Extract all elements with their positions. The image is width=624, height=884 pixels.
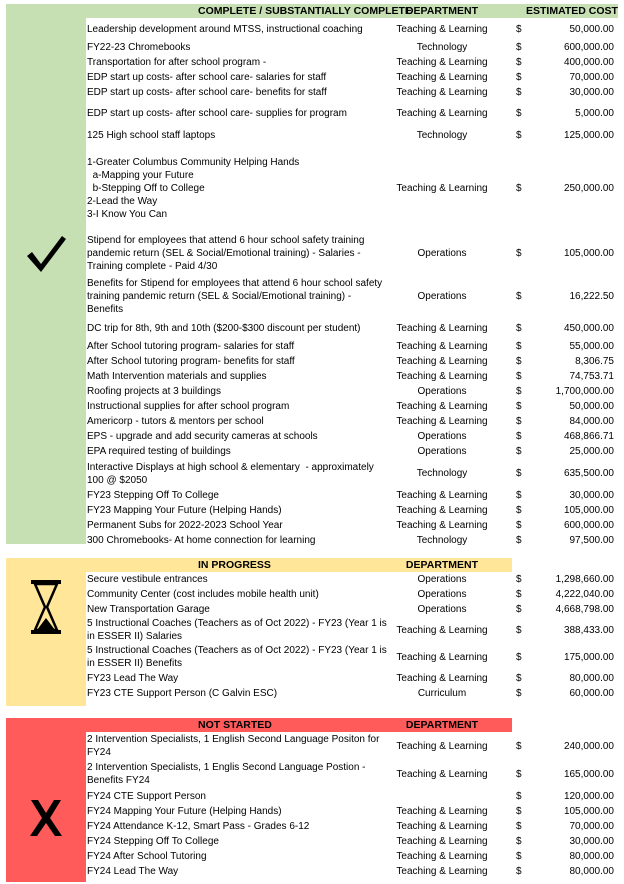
table-row bbox=[86, 602, 618, 617]
item-amount: 105,000.00 bbox=[563, 806, 614, 817]
item-description: FY23 Stepping Off To College bbox=[87, 490, 219, 501]
item-description: 5 Instructional Coaches (Teachers as of Oct 2022) - FY23 (Year 1 is in ESSER II) Salaries bbox=[87, 618, 390, 642]
item-amount: 50,000.00 bbox=[569, 23, 614, 35]
item-department: Teaching & Learning bbox=[396, 57, 488, 68]
dollar-sign: $ bbox=[516, 520, 522, 531]
dollar-sign: $ bbox=[516, 431, 522, 442]
item-description: Community Center (cost includes mobile health unit) bbox=[87, 589, 319, 600]
section-in-progress bbox=[6, 558, 618, 706]
x-mark-icon bbox=[6, 798, 86, 838]
item-department: Operations bbox=[417, 574, 467, 585]
dollar-sign: $ bbox=[516, 290, 522, 302]
section-header bbox=[86, 718, 512, 732]
item-amount: 30,000.00 bbox=[569, 87, 614, 98]
item-description: Interactive Displays at high school & elementary - approximately 100 @ $2050 bbox=[87, 461, 377, 486]
item-description: EPA required testing of buildings bbox=[87, 446, 231, 457]
item-amount: 250,000.00 bbox=[563, 182, 614, 194]
item-description: Math Intervention materials and supplies bbox=[87, 371, 267, 382]
item-department: Operations bbox=[417, 290, 467, 302]
header-title: IN PROGRESS bbox=[198, 559, 271, 571]
header-department: DEPARTMENT bbox=[405, 559, 479, 571]
item-amount: 30,000.00 bbox=[569, 490, 614, 501]
table-row bbox=[86, 503, 618, 518]
item-amount: 240,000.00 bbox=[563, 740, 614, 752]
table-row bbox=[86, 686, 618, 701]
item-department: Teaching & Learning bbox=[396, 356, 488, 367]
dollar-sign: $ bbox=[516, 768, 522, 780]
table-row bbox=[86, 732, 618, 760]
dollar-sign: $ bbox=[516, 589, 522, 600]
item-description: Americorp - tutors & mentors per school bbox=[87, 416, 264, 427]
item-description: Permanent Subs for 2022-2023 School Year bbox=[87, 520, 283, 531]
item-amount: 80,000.00 bbox=[569, 851, 614, 862]
table-row bbox=[86, 587, 618, 602]
item-description: After School tutoring program- salaries for staff bbox=[87, 341, 295, 352]
item-amount: 25,000.00 bbox=[569, 446, 614, 457]
dollar-sign: $ bbox=[516, 574, 522, 585]
table-row bbox=[86, 819, 618, 834]
table-row bbox=[86, 40, 618, 55]
item-amount: 1,298,660.00 bbox=[555, 574, 614, 585]
table-row bbox=[86, 369, 618, 384]
item-description: FY23 Mapping Your Future (Helping Hands) bbox=[87, 505, 282, 516]
dollar-sign: $ bbox=[516, 790, 522, 802]
item-description: DC trip for 8th, 9th and 10th ($200-$300 discount per student) bbox=[87, 323, 361, 334]
item-description: FY24 CTE Support Person bbox=[87, 790, 206, 802]
table-row bbox=[86, 85, 618, 100]
dollar-sign: $ bbox=[516, 851, 522, 862]
table-row bbox=[86, 318, 618, 339]
item-amount: 97,500.00 bbox=[569, 535, 614, 546]
item-amount: 16,222.50 bbox=[569, 290, 614, 302]
item-amount: 8,306.75 bbox=[575, 356, 614, 367]
table-row bbox=[86, 18, 618, 40]
dollar-sign: $ bbox=[516, 535, 522, 546]
dollar-sign: $ bbox=[516, 624, 522, 636]
item-amount: 80,000.00 bbox=[569, 673, 614, 684]
table-row bbox=[86, 384, 618, 399]
item-description: EPS - upgrade and add security cameras at schools bbox=[87, 431, 318, 442]
table-row bbox=[86, 864, 618, 879]
item-amount: 125,000.00 bbox=[563, 130, 614, 141]
table-row bbox=[86, 459, 618, 488]
item-description: 125 High school staff laptops bbox=[87, 130, 216, 141]
item-amount: 175,000.00 bbox=[563, 651, 614, 663]
table-row bbox=[86, 849, 618, 864]
dollar-sign: $ bbox=[516, 401, 522, 412]
dollar-sign: $ bbox=[516, 505, 522, 516]
dollar-sign: $ bbox=[516, 341, 522, 352]
dollar-sign: $ bbox=[516, 806, 522, 817]
item-description: FY24 After School Tutoring bbox=[87, 851, 207, 862]
dollar-sign: $ bbox=[516, 490, 522, 501]
dollar-sign: $ bbox=[516, 87, 522, 98]
hourglass-icon bbox=[6, 580, 86, 634]
table-row bbox=[86, 339, 618, 354]
item-amount: 84,000.00 bbox=[569, 416, 614, 427]
item-amount: 105,000.00 bbox=[563, 505, 614, 516]
item-department: Teaching & Learning bbox=[396, 323, 488, 334]
item-amount: 70,000.00 bbox=[569, 72, 614, 83]
dollar-sign: $ bbox=[516, 604, 522, 615]
dollar-sign: $ bbox=[516, 23, 522, 35]
item-department: Teaching & Learning bbox=[396, 821, 488, 832]
item-department: Teaching & Learning bbox=[396, 72, 488, 83]
item-department: Teaching & Learning bbox=[396, 866, 488, 877]
dollar-sign: $ bbox=[516, 446, 522, 457]
item-description: EDP start up costs- after school care- supplies for program bbox=[87, 108, 347, 119]
item-amount: 600,000.00 bbox=[563, 42, 614, 53]
table-row bbox=[86, 100, 618, 127]
item-description: EDP start up costs- after school care- salaries for staff bbox=[87, 72, 327, 83]
item-amount: 30,000.00 bbox=[569, 836, 614, 847]
item-description: FY23 Lead The Way bbox=[87, 673, 179, 684]
item-department: Technology bbox=[416, 42, 468, 53]
item-amount: 120,000.00 bbox=[563, 790, 614, 802]
item-department: Teaching & Learning bbox=[396, 651, 488, 663]
table-row bbox=[86, 533, 618, 548]
item-department: Teaching & Learning bbox=[396, 740, 488, 752]
item-description: Benefits for Stipend for employees that attend 6 hour school safety training pandemic return (SEL & Social/Emotional training) - Benefits bbox=[87, 277, 385, 315]
item-description: FY24 Attendance K-12, Smart Pass - Grades 6-12 bbox=[87, 821, 310, 832]
table-row bbox=[86, 127, 618, 144]
dollar-sign: $ bbox=[516, 130, 522, 141]
item-description: Roofing projects at 3 buildings bbox=[87, 386, 221, 397]
item-department: Teaching & Learning bbox=[396, 341, 488, 352]
table-row bbox=[86, 518, 618, 533]
item-description: FY22-23 Chromebooks bbox=[87, 42, 191, 53]
table-row bbox=[86, 55, 618, 70]
table-row bbox=[86, 617, 618, 643]
item-amount: 80,000.00 bbox=[569, 866, 614, 877]
table-row bbox=[86, 429, 618, 444]
item-department: Teaching & Learning bbox=[396, 371, 488, 382]
status-sidebar bbox=[6, 4, 86, 544]
item-department: Technology bbox=[416, 130, 468, 141]
item-description: Secure vestibule entrances bbox=[87, 574, 208, 585]
table-row bbox=[86, 834, 618, 849]
item-description: EDP start up costs- after school care- benefits for staff bbox=[87, 87, 327, 98]
item-amount: 50,000.00 bbox=[569, 401, 614, 412]
dollar-sign: $ bbox=[516, 688, 522, 699]
header-department: DEPARTMENT bbox=[405, 719, 479, 731]
table-row bbox=[86, 232, 618, 274]
item-department: Teaching & Learning bbox=[396, 23, 488, 35]
item-department: Operations bbox=[417, 386, 467, 397]
dollar-sign: $ bbox=[516, 386, 522, 397]
item-description: Leadership development around MTSS, instructional coaching bbox=[87, 23, 363, 35]
item-department: Teaching & Learning bbox=[396, 624, 488, 636]
table-row bbox=[86, 444, 618, 459]
header-cost: ESTIMATED COST bbox=[526, 5, 618, 17]
item-amount: 1,700,000.00 bbox=[555, 386, 614, 397]
table-row bbox=[86, 414, 618, 429]
item-description: 5 Instructional Coaches (Teachers as of Oct 2022) - FY23 (Year 1 is in ESSER II) Benefits bbox=[87, 645, 390, 669]
item-amount: 70,000.00 bbox=[569, 821, 614, 832]
table-row bbox=[86, 399, 618, 414]
item-amount: 60,000.00 bbox=[569, 688, 614, 699]
item-department: Technology bbox=[416, 468, 468, 479]
table-row bbox=[86, 788, 618, 804]
item-description: Stipend for employees that attend 6 hour school safety training pandemic return (SEL & Social/Emotional training) - Salaries - Training complete - Paid 4/30 bbox=[87, 234, 368, 272]
section-header bbox=[86, 558, 512, 572]
item-department: Operations bbox=[417, 247, 467, 259]
item-department: Teaching & Learning bbox=[396, 768, 488, 780]
dollar-sign: $ bbox=[516, 108, 522, 119]
header-title: COMPLETE / SUBSTANTIALLY COMPLETE bbox=[198, 5, 412, 17]
item-description: Transportation for after school program - bbox=[87, 57, 267, 68]
item-amount: 165,000.00 bbox=[563, 768, 614, 780]
section-header bbox=[86, 4, 618, 18]
dollar-sign: $ bbox=[516, 416, 522, 427]
item-description: 300 Chromebooks- At home connection for learning bbox=[87, 535, 316, 546]
item-department: Teaching & Learning bbox=[396, 806, 488, 817]
item-department: Teaching & Learning bbox=[396, 490, 488, 501]
table-row bbox=[86, 354, 618, 369]
item-department: Operations bbox=[417, 431, 467, 442]
dollar-sign: $ bbox=[516, 182, 522, 194]
item-amount: 600,000.00 bbox=[563, 520, 614, 531]
dollar-sign: $ bbox=[516, 72, 522, 83]
dollar-sign: $ bbox=[516, 821, 522, 832]
item-amount: 450,000.00 bbox=[563, 323, 614, 334]
item-amount: 5,000.00 bbox=[575, 108, 614, 119]
dollar-sign: $ bbox=[516, 371, 522, 382]
item-department: Teaching & Learning bbox=[396, 416, 488, 427]
item-description: Instructional supplies for after school program bbox=[87, 401, 290, 412]
table-row bbox=[86, 804, 618, 819]
item-department: Teaching & Learning bbox=[396, 108, 488, 119]
table-row bbox=[86, 70, 618, 85]
section-not-started bbox=[6, 718, 618, 882]
item-amount: 74,753.71 bbox=[569, 371, 614, 382]
dollar-sign: $ bbox=[516, 836, 522, 847]
dollar-sign: $ bbox=[516, 673, 522, 684]
dollar-sign: $ bbox=[516, 323, 522, 334]
item-amount: 400,000.00 bbox=[563, 57, 614, 68]
table-row bbox=[86, 274, 618, 318]
item-department: Operations bbox=[417, 446, 467, 457]
item-description: FY24 Lead The Way bbox=[87, 866, 179, 877]
item-amount: 105,000.00 bbox=[563, 247, 614, 259]
item-department: Teaching & Learning bbox=[396, 836, 488, 847]
item-description: After School tutoring program- benefits for staff bbox=[87, 356, 295, 367]
item-description: New Transportation Garage bbox=[87, 604, 210, 615]
item-amount: 468,866.71 bbox=[563, 431, 614, 442]
item-department: Operations bbox=[417, 589, 467, 600]
checkmark-icon bbox=[6, 234, 86, 274]
dollar-sign: $ bbox=[516, 468, 522, 479]
item-department: Teaching & Learning bbox=[396, 87, 488, 98]
dollar-sign: $ bbox=[516, 42, 522, 53]
status-sidebar bbox=[6, 558, 86, 706]
item-description: 2 Intervention Specialists, 1 English Second Language Positon for FY24 bbox=[87, 734, 383, 758]
item-department: Teaching & Learning bbox=[396, 182, 488, 194]
item-department: Curriculum bbox=[417, 688, 467, 699]
table-row bbox=[86, 643, 618, 671]
item-description: FY24 Stepping Off To College bbox=[87, 836, 219, 847]
dollar-sign: $ bbox=[516, 866, 522, 877]
dollar-sign: $ bbox=[516, 740, 522, 752]
item-department: Teaching & Learning bbox=[396, 673, 488, 684]
item-amount: 4,668,798.00 bbox=[555, 604, 614, 615]
item-amount: 635,500.00 bbox=[563, 468, 614, 479]
table-row bbox=[86, 488, 618, 503]
header-department: DEPARTMENT bbox=[405, 5, 479, 17]
dollar-sign: $ bbox=[516, 247, 522, 259]
item-amount: 388,433.00 bbox=[563, 624, 614, 636]
item-department: Teaching & Learning bbox=[396, 520, 488, 531]
item-department: Teaching & Learning bbox=[396, 401, 488, 412]
item-amount: 55,000.00 bbox=[569, 341, 614, 352]
table-row bbox=[86, 671, 618, 686]
item-department: Technology bbox=[416, 535, 468, 546]
item-department: Teaching & Learning bbox=[396, 505, 488, 516]
item-description: 2 Intervention Specialists, 1 Englis Second Language Postion - Benefits FY24 bbox=[87, 762, 369, 786]
dollar-sign: $ bbox=[516, 356, 522, 367]
section-completed bbox=[6, 4, 618, 544]
item-amount: 4,222,040.00 bbox=[555, 589, 614, 600]
item-department: Teaching & Learning bbox=[396, 851, 488, 862]
table-row bbox=[86, 760, 618, 788]
item-department: Operations bbox=[417, 604, 467, 615]
table-row bbox=[86, 572, 618, 587]
dollar-sign: $ bbox=[516, 57, 522, 68]
item-description: FY23 CTE Support Person (C Galvin ESC) bbox=[87, 688, 278, 699]
dollar-sign: $ bbox=[516, 651, 522, 663]
item-description: FY24 Mapping Your Future (Helping Hands) bbox=[87, 806, 282, 817]
header-title: NOT STARTED bbox=[198, 719, 272, 731]
item-description: 1-Greater Columbus Community Helping Hands a-Mapping your Future b-Stepping Off to College 2-Lead the Way 3-I Know You Can bbox=[87, 156, 300, 220]
status-sidebar bbox=[6, 718, 86, 882]
table-row bbox=[86, 144, 618, 232]
